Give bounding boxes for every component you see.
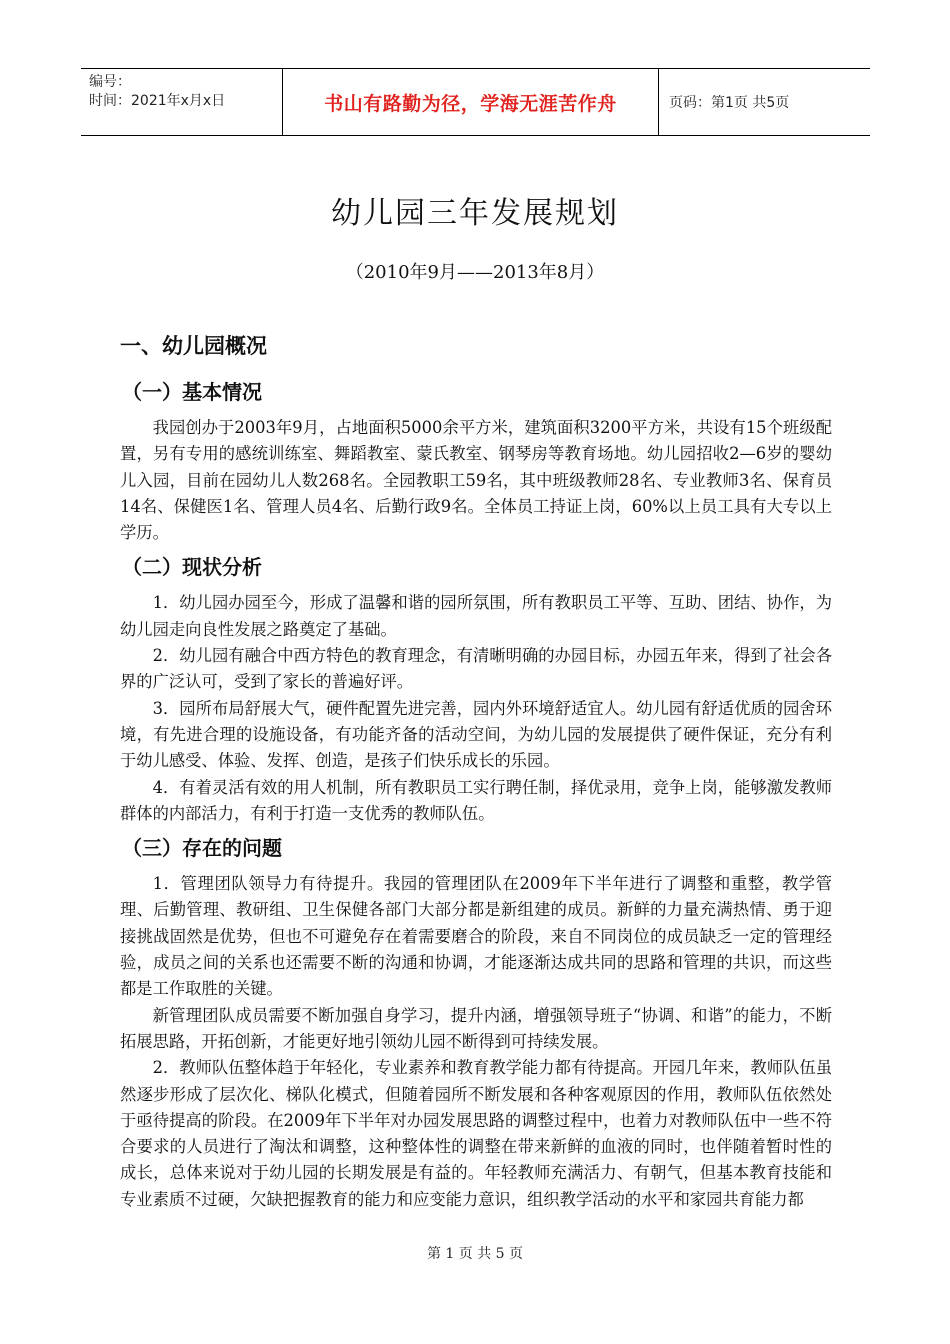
section-heading-overview: 一、幼儿园概况 bbox=[120, 334, 267, 358]
section-status bbox=[120, 550, 832, 827]
time-label: 时间：2021年x月x日 bbox=[89, 93, 226, 109]
document-subtitle: （2010年9月——2013年8月） bbox=[345, 262, 605, 283]
paragraph: 我园创办于2003年9月，占地面积5000余平方米，建筑面积3200平方米，共设有15个班级配置，另有专用的感统训练室、舞蹈教室、蒙氏教室、钢琴房等教育场地。幼儿园招收2—6岁的婴幼儿入园，目前在园幼儿人数268名。全园教职工59名，其中班级教师28名、专业教师3名、保育员14名、保健医1名、管理人员4名、后勤行政9名。全体员工持证上岗，60%以上员工具有大专以上学历。 bbox=[120, 418, 832, 543]
number-label: 编号： bbox=[89, 74, 131, 90]
subsection-heading-basic: （一）基本情况 bbox=[122, 380, 262, 404]
page-footer: 第 1 页 共 5 页 bbox=[426, 1246, 524, 1262]
paragraph: 2．教师队伍整体趋于年轻化，专业素养和教育教学能力都有待提高。开园几年来，教师队伍虽然逐步形成了层次化、梯队化模式，但随着园所不断发展和各种客观原因的作用，教师队伍依然处于亟待提高的阶段。在2009年下半年对办园发展思路的调整过程中，也着力对教师队伍中一些不符合要求的人员进行了淘汰和调整，这种整体性的调整在带来新鲜的血液的同时，也伴随着暂时性的成长，总体来说对于幼儿园的长期发展是有益的。年轻教师充满活力、有朝气，但基本教育技能和专业素质不过硬，欠缺把握教育的能力和应变能力意识，组织教学活动的水平和家园共育能力都 bbox=[120, 1058, 832, 1209]
document-title: 幼儿园三年发展规划 bbox=[331, 196, 619, 231]
subsection-heading-status: （二）现状分析 bbox=[122, 555, 262, 580]
paragraph: 1．幼儿园办园至今，形成了温馨和谐的园所氛围，所有教职员工平等、互助、团结、协作，为幼儿园走向良性发展之路奠定了基础。 bbox=[120, 593, 832, 639]
header-meta bbox=[81, 69, 282, 135]
header-page-code: 页码：第1页 共5页 bbox=[669, 95, 790, 111]
paragraph: 1．管理团队领导力有待提升。我园的管理团队在2009年下半年进行了调整和重整，教学管理、后勤管理、教研组、卫生保健各部门大部分都是新组建的成员。新鲜的力量充满热情、勇于迎接挑战固然是优势，但也不可避免存在着需要磨合的阶段，来自不同岗位的成员缺乏一定的管理经验，成员之间的关系也还需要不断的沟通和协调，才能逐渐达成共同的思路和管理的共识，而这些都是工作取胜的关键。 bbox=[120, 874, 832, 999]
header-motto: 书山有路勤为径，学海无涯苦作舟 bbox=[282, 69, 659, 135]
paragraph: 3．园所布局舒展大气，硬件配置先进完善，园内外环境舒适宜人。幼儿园有舒适优质的园舍环境，有先进合理的设施设备，有功能齐备的活动空间，为幼儿园的发展提供了硬件保证，充分有利于幼儿感受、体验、发挥、创造，是孩子们快乐成长的乐园。 bbox=[120, 698, 832, 771]
page-header bbox=[81, 68, 870, 136]
section-problems bbox=[120, 831, 832, 1213]
document-body bbox=[120, 320, 832, 1217]
paragraph: 新管理团队成员需要不断加强自身学习，提升内涵，增强领导班子“协调、和谐”的能力，不断拓展思路，开拓创新，才能更好地引领幼儿园不断得到可持续发展。 bbox=[120, 1005, 832, 1051]
section-basic bbox=[120, 375, 832, 546]
paragraph: 2．幼儿园有融合中西方特色的教育理念，有清晰明确的办园目标，办园五年来，得到了社会各界的广泛认可，受到了家长的普遍好评。 bbox=[120, 646, 832, 692]
paragraph: 4．有着灵活有效的用人机制，所有教职员工实行聘任制，择优录用，竞争上岗，能够激发教师群体的内部活力，有利于打造一支优秀的教师队伍。 bbox=[120, 777, 832, 823]
subsection-heading-problems: （三）存在的问题 bbox=[122, 836, 282, 861]
